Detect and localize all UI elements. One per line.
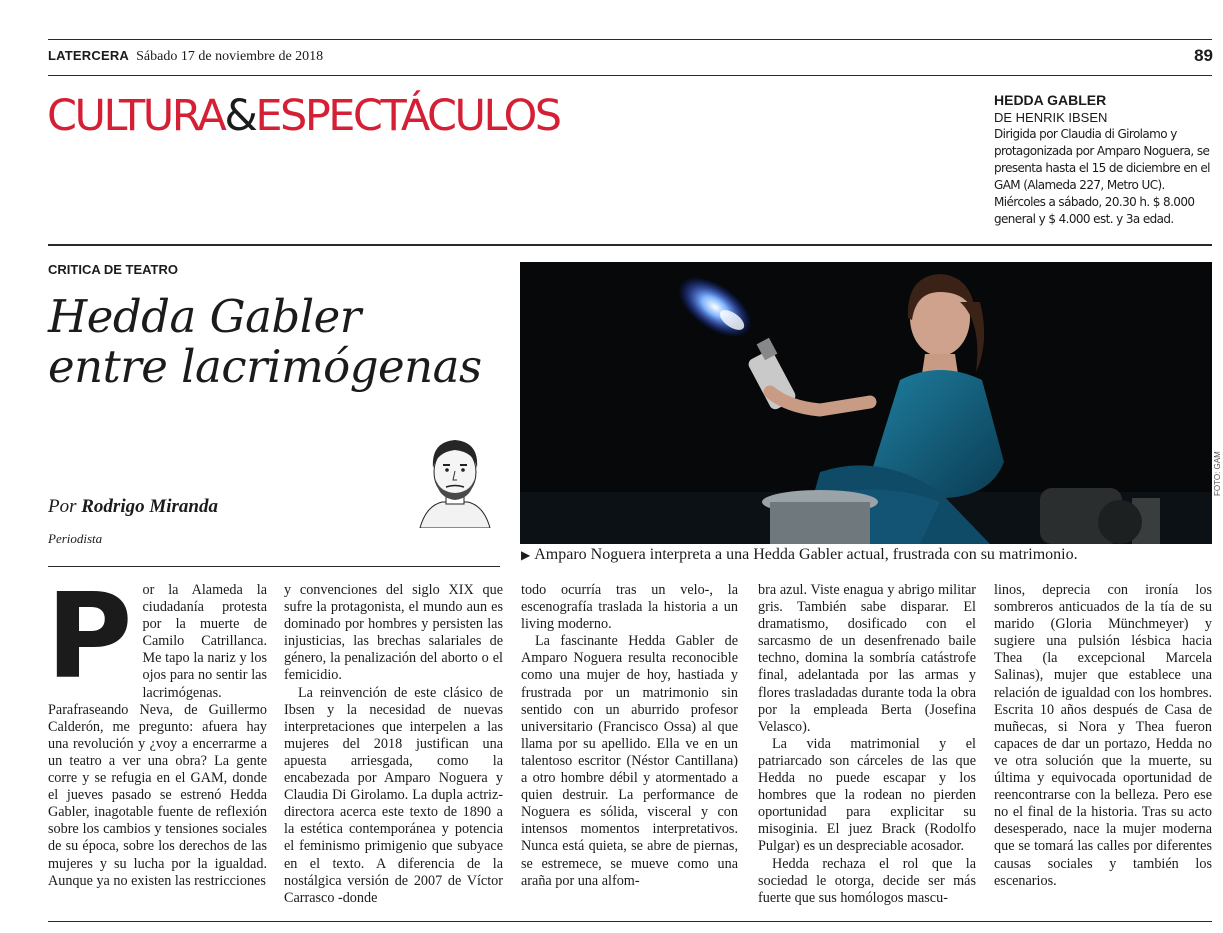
drop-cap: P [46, 567, 133, 705]
body-paragraph: linos, deprecia con ironía los sombreros anticuados de la tía de su marido (Gloria Münchmeyer) y sugiere una pulsión lésbica hacia Thea (la excepcional Marcela Salinas), mujer que establece una relación de igualdad con los hombres. Escrita 10 años después de Casa de muñecas, si Nora y Thea fueron capaces de dar un portazo, Hedda no ve otra solución que la muerte, su última y equivocada oportunidad de reencontrarse con la belleza. Pero ese no el final de la historia. Tras su acto desesperado, nace la mujer moderna que se tomará las calles por diferentes causas sociales y también los escenarios. [994, 582, 1212, 889]
page-number: 89 [1194, 46, 1213, 65]
author-name: Rodrigo Miranda [81, 496, 218, 517]
body-paragraph: bra azul. Viste enagua y abrigo militar gris. También sabe disparar. El dramatismo, dosificado con el sarcasmo de un desenfrenado baile techno, domina la sombría catástrofe final, adelantada por las armas y flores trasladadas durante toda la obra por la empleada Berta (Josefina Velasco). [758, 582, 976, 735]
author-portrait [412, 432, 498, 528]
article-photo [520, 262, 1212, 544]
header-rule [48, 75, 1212, 76]
play-info-box [994, 92, 1214, 228]
body-column-3 [521, 582, 738, 890]
body-paragraph: y convenciones del siglo XIX que sufre la protagonista, el mundo aun es dominado por hombres y persisten las injusticias, las brechas salariales de género, la penalización del aborto o el femicidio. [284, 582, 503, 684]
author-role: Periodista [48, 531, 103, 546]
section-title-part1: CULTURA [47, 91, 225, 141]
body-paragraph: Hedda rechaza el rol que la sociedad le otorga, decide ser más fuerte que sus homólogos mascu- [758, 855, 976, 906]
byline-prefix: Por [48, 496, 77, 517]
headline-line-1: Hedda Gabler [48, 290, 361, 343]
top-rule [48, 39, 1212, 40]
caption-text: Amparo Noguera interpreta a una Hedda Gabler actual, frustrada con su matrimonio. [534, 546, 1078, 563]
section-bottom-rule [48, 244, 1212, 246]
body-paragraph: todo ocurría tras un velo-, la escenografía traslada la historia a un living moderno. [521, 582, 738, 633]
body-paragraph: La vida matrimonial y el patriarcado son cárceles de las que Hedda no puede escapar y los hombres que la rodean no pierden oportunidad para explicitar su misoginia. El juez Brack (Rodolfo Pulgar) es un despreciable acosador. [758, 735, 976, 855]
body-paragraph: La reinvención de este clásico de Ibsen y la necesidad de nuevas interpretaciones que interpelen a las mujeres del 2018 justifican una apuesta arriesgada, como la encabezada por Amparo Noguera y Claudia Di Girolamo. La dupla actriz-directora acerca este texto de 1890 a la estética contemporánea y potencia el feminismo primigenio que subyace en el texto. A diferencia de la nostálgica versión de 2007 de Víctor Carrasco -donde [284, 684, 503, 906]
photo-caption [521, 546, 1078, 564]
byline [48, 496, 218, 518]
body-paragraph: or la Alameda la ciudadanía protesta por la muerte de Camilo Catrillanca. Me tapo la nariz y los ojos para no sentir las lacrimógenas. Parafraseando Neva, de Guillermo Calderón, me pregunto: afuera hay una revolución y ¿voy a encerrarme a un teatro a ver una obra? La gente corre y se refugia en el GAM, donde el jueves pasado se estrenó Hedda Gabler, inagotable fuente de reflexión sobre los cambios y tensiones sociales de su época, sobre los derechos de las mujeres y su lucha por la igualdad. Aunque ya no existen las restricciones [48, 582, 267, 889]
section-title-ampersand: & [224, 91, 256, 141]
photo-credit: FOTO: GAM [1213, 451, 1222, 496]
article-kicker: CRITICA DE TEATRO [48, 262, 178, 277]
section-title [47, 88, 560, 144]
stage-photo-illustration [520, 262, 1212, 544]
body-column-2 [284, 582, 503, 907]
issue-date: Sábado 17 de noviembre de 2018 [136, 49, 324, 64]
headline-line-2: entre lacrimógenas [48, 340, 482, 393]
body-column-1 [46, 567, 267, 890]
play-info-details: Dirigida por Claudia di Girolamo y protagonizada por Amparo Noguera, se presenta hasta el 15 de diciembre en el GAM (Alameda 227, Metro UC). Miércoles a sábado, 20.30 h. $ 8.000 general y $ 4.000 est. y 3a edad. [994, 127, 1210, 226]
caption-arrow-icon: ▶ [521, 548, 531, 562]
article-headline [48, 292, 518, 392]
section-title-part2: ESPECTÁCULOS [255, 91, 560, 141]
bottom-rule [48, 921, 1212, 922]
body-column-4 [758, 582, 976, 907]
page-header [48, 48, 323, 65]
play-info-title: HEDDA GABLER [994, 92, 1107, 108]
play-info-author: DE HENRIK IBSEN [994, 110, 1108, 125]
body-column-5 [994, 582, 1212, 890]
newspaper-brand: LATERCERA [48, 48, 129, 63]
body-paragraph: La fascinante Hedda Gabler de Amparo Noguera resulta reconocible como una mujer de hoy, hastiada y frustrada por un matrimonio sin sentido con un aburrido profesor universitario (Francisco Ossa) al que llama por su apellido. Ella ve en un talentoso escritor (Néstor Cantillana) a otro hombre débil y atormentado a quien destruir. La performance de Noguera es sólida, visceral y con intensos momentos interpretativos. Nunca está quieta, se abre de piernas, se estremece, se mueve como una araña por una alfom- [521, 633, 738, 889]
